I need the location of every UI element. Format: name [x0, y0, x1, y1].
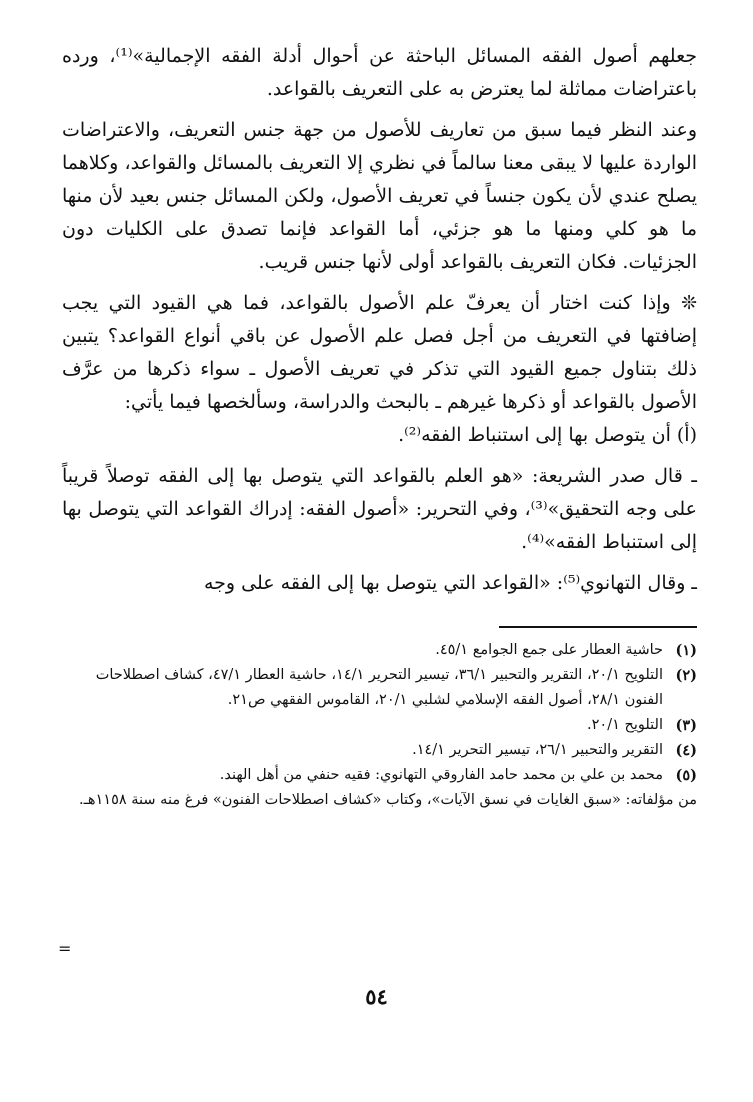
footnote-1 — [62, 638, 697, 663]
paragraph-5: ـ قال صدر الشريعة: «هو العلم بالقواعد التي يتوصل بها إلى الفقه توصلاً قريباً على وجه التحقيق»⁽³⁾، وفي التحرير: «أصول الفقه: إدراك القواعد التي يتوصل بها إلى استنباط الفقه»⁽⁴⁾. — [62, 465, 697, 553]
footnote-4 — [62, 738, 697, 763]
footnote-number: (٣) — [675, 716, 697, 734]
footnote-number: (١) — [675, 641, 697, 659]
main-text — [62, 40, 697, 600]
footnote-text: حاشية العطار على جمع الجوامع ٤٥/١. — [435, 641, 663, 658]
paragraph-3: ❊ وإذا كنت اختار أن يعرفّ علم الأصول بالقواعد، فما هي القيود التي يجب إضافتها في التعريف من أجل فصل علم الأصول عن باقي أنواع القواعد؟ يتبين ذلك بتناول جميع القيود التي تذكر في تعريف الأصول ـ سواء ذكرها من عرَّف الأصول بالقواعد أو ذكرها غيرهم ـ بالبحث والدراسة، وسألخصها فيما يأتي: — [62, 292, 697, 413]
footnote-number: (٢) — [675, 666, 697, 684]
footnote-continuation: من مؤلفاته: «سبق الغايات في نسق الآيات»، وكتاب «كشاف اصطلاحات الفنون» فرغ منه سنة ١١٥٨هـ. — [78, 791, 697, 808]
footnote-2 — [62, 663, 697, 713]
continuation-mark: = — [58, 939, 72, 958]
footnote-separator — [499, 626, 697, 628]
footnote-5 — [62, 763, 697, 788]
page-number: ٥٤ — [365, 984, 388, 1009]
footnote-number: (٥) — [675, 766, 697, 784]
footnote-text: التلويح ٢٠/١. — [587, 716, 663, 733]
footnote-3 — [62, 713, 697, 738]
footnote-text: التلويح ٢٠/١، التقرير والتحبير ٣٦/١، تيسير التحرير ١٤/١، حاشية العطار ٤٧/١، كشاف اصطلاحات الفنون ٢٨/١، أصول الفقه الإسلامي لشلبي ٢٠/١، القاموس الفقهي ص٢١. — [95, 666, 663, 708]
footnote-number: (٤) — [675, 741, 697, 759]
paragraph-1: جعلهم أصول الفقه المسائل الباحثة عن أحوال أدلة الفقه الإجمالية»⁽¹⁾، ورده باعتراضات مماثلة لما يعترض به على التعريف بالقواعد. — [62, 45, 697, 100]
footnotes — [62, 638, 697, 813]
paragraph-6: ـ وقال التهانوي⁽⁵⁾: «القواعد التي يتوصل بها إلى الفقه على وجه — [203, 572, 697, 594]
paragraph-4: (أ) أن يتوصل بها إلى استنباط الفقه⁽²⁾. — [398, 424, 697, 446]
footnote-text: محمد بن علي بن محمد حامد الفاروقي التهانوي: فقيه حنفي من أهل الهند. — [219, 766, 663, 783]
footnote-text: التقرير والتحبير ٢٦/١، تيسير التحرير ١٤/١. — [412, 741, 663, 758]
paragraph-2: وعند النظر فيما سبق من تعاريف للأصول من جهة جنس التعريف، والاعتراضات الواردة عليها لا يبقى معنا سالماً في نظري إلا التعريف بالمسائل والقواعد، وكلاهما يصلح عندي لأن يكون جنساً في تعريف الأصول، ولكن المسائل جنس بعيد لأن منها ما هو كلي ومنها ما هو جزئي، أما القواعد فإنما تصدق على الكليات دون الجزئيات. فكان التعريف بالقواعد أولى لأنها جنس قريب. — [62, 119, 697, 273]
